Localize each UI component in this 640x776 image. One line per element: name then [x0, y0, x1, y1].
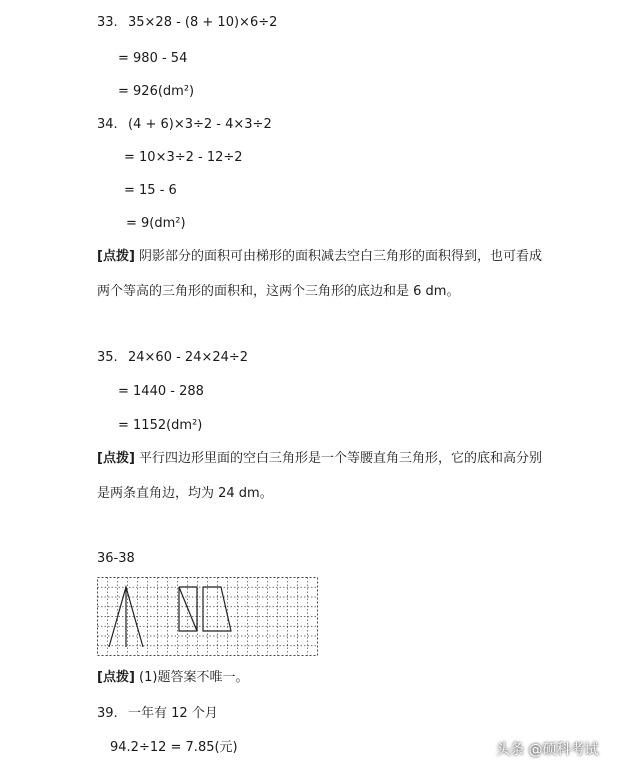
- problem-33-expression: 35×28 - (8 + 10)×6÷2: [128, 15, 278, 30]
- note-tag: [点拨]: [97, 451, 135, 466]
- problem-34-note-cont: 两个等高的三角形的面积和，这两个三角形的底边和是 6 dm。: [97, 284, 460, 299]
- diagonal-line: [179, 587, 197, 631]
- problem-33-step: = 980 - 54: [118, 51, 188, 66]
- problem-39-step: 94.2÷12 = 7.85(元): [110, 740, 238, 755]
- problem-36-38-number: 36-38: [97, 551, 135, 566]
- problem-34-expression: (4 + 6)×3÷2 - 4×3÷2: [128, 117, 272, 132]
- problem-34-number: 34.: [97, 117, 118, 132]
- problem-35-number: 35.: [97, 350, 118, 365]
- grid-drawing: [97, 577, 319, 657]
- problem-39-expression: 一年有 12 个月: [128, 706, 218, 721]
- source-watermark: 头条 @硕科考试: [496, 742, 599, 758]
- problem-34-note: [97, 249, 542, 265]
- note-text: 阴影部分的面积可由梯形的面积减去空白三角形的面积得到，也可看成: [139, 249, 543, 264]
- problem-36-38-note: [97, 670, 248, 686]
- grid-lines: [98, 578, 318, 656]
- note-tag: [点拨]: [97, 249, 135, 264]
- problem-34-step: = 15 - 6: [124, 183, 177, 198]
- problem-35-note: [97, 451, 542, 467]
- problem-34-step: = 9(dm²): [126, 216, 186, 231]
- problem-35-step: = 1152(dm²): [118, 418, 203, 433]
- problem-35-note-cont: 是两条直角边，均为 24 dm。: [97, 486, 273, 501]
- problem-33-step: = 926(dm²): [118, 84, 195, 99]
- note-text: 平行四边形里面的空白三角形是一个等腰直角三角形，它的底和高分别: [139, 451, 543, 466]
- dotted-grid-figure: [97, 577, 319, 661]
- problem-39-number: 39.: [97, 706, 118, 721]
- note-text: (1)题答案不唯一。: [139, 670, 249, 685]
- problem-34-step: = 10×3÷2 - 12÷2: [124, 150, 243, 165]
- problem-35-expression: 24×60 - 24×24÷2: [128, 350, 249, 365]
- problem-35-step: = 1440 - 288: [118, 384, 204, 399]
- note-tag: [点拨]: [97, 670, 135, 685]
- problem-33-number: 33.: [97, 15, 118, 30]
